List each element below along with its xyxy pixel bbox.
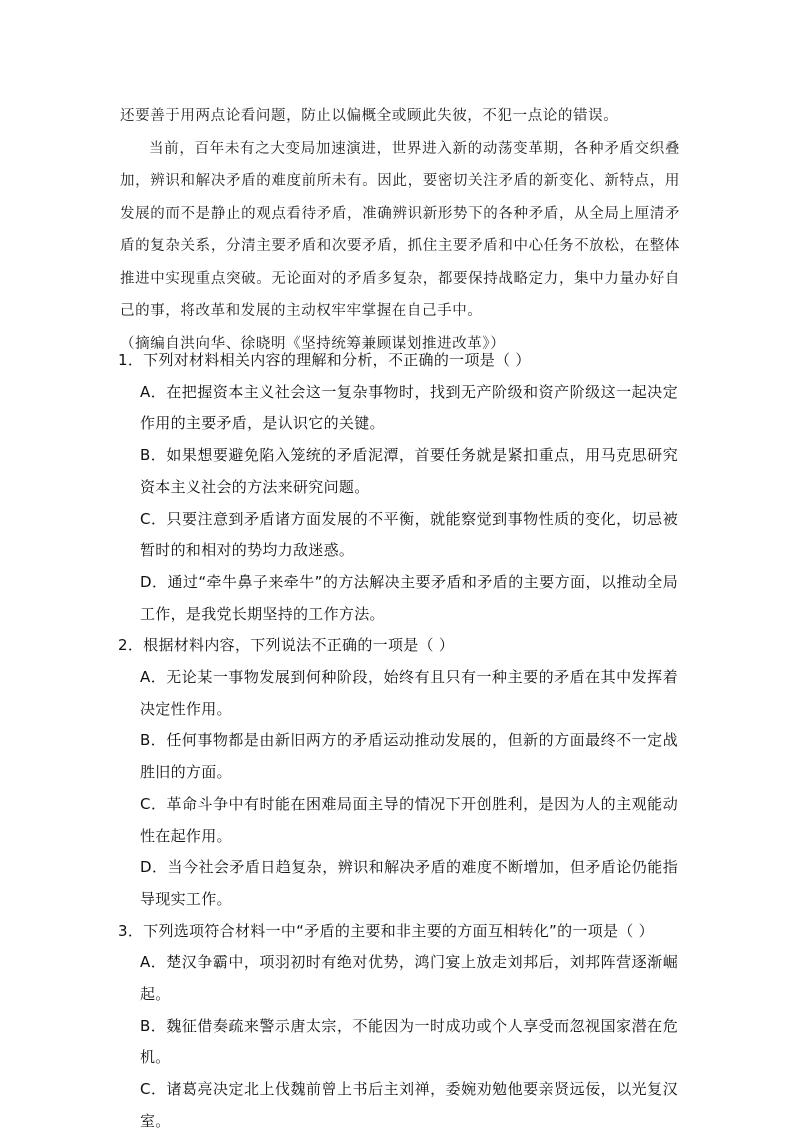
passage-paragraph: 还要善于用两点论看问题，防止以偏概全或顾此失彼，不犯一点论的错误。: [120, 108, 619, 124]
option-c: C．只要注意到矛盾诸方面发展的不平衡，就能察觉到事物性质的变化，切忌被暂时的和相对的势均力敌迷惑。: [140, 509, 678, 560]
question-stem: 2．根据材料内容，下列说法不正确的一项是（ ）: [118, 636, 455, 655]
option-a: A．无论某一事物发展到何种阶段，始终有且只有一种主要的矛盾在其中发挥着决定性作用。: [140, 668, 678, 718]
passage-source: （摘编自洪向华、徐晓明《坚持统筹兼顾谋划推进改革》）: [120, 335, 506, 352]
option-d: D．当今社会矛盾日趋复杂，辨识和解决矛盾的难度不断增加，但矛盾论仍能指导现实工作。: [140, 858, 678, 908]
option-b: B．任何事物都是由新旧两方的矛盾运动推动发展的，但新的方面最终不一定战胜旧的方面。: [140, 731, 678, 782]
option-a: A．在把握资本主义社会这一复杂事物时，找到无产阶级和资产阶级这一起决定作用的主要矛盾，是认识它的关键。: [140, 382, 678, 433]
passage-paragraph: 当前，百年未有之大变局加速演进，世界进入新的动荡变革期，各种矛盾交织叠加，辨识和解决矛盾的难度前所未有。因此，要密切关注矛盾的新变化、新特点，用发展的而不是静止的观点看待矛盾，准确辨识新形势下的各种矛盾，从全局上厘清矛盾的复杂关系，分清主要矛盾和次要矛盾，抓住主要矛盾和中心任务不放松，在整体推进中实现重点突破。无论面对的矛盾多复杂，都要保持战略定力，集中力量办好自己的事，将改革和发展的主动权牢牢掌握在自己手中。: [120, 140, 680, 319]
question-list: [118, 345, 678, 1138]
option-a: A．楚汉争霸中，项羽初时有绝对优势，鸿门宴上放走刘邦后，刘邦阵营逐渐崛起。: [140, 953, 678, 1004]
option-c: C．革命斗争中有时能在困难局面主导的情况下开创胜利，是因为人的主观能动性在起作用。: [140, 794, 678, 845]
option-c: C．诸葛亮决定北上伐魏前曾上书后主刘禅，委婉劝勉他要亲贤远佞，以光复汉室。: [140, 1080, 678, 1130]
option-d: D．通过“牵牛鼻子来牵牛”的方法解决主要矛盾和矛盾的主要方面，以推动全局工作，是我党长期坚持的工作方法。: [140, 572, 678, 623]
question-2: [118, 630, 678, 915]
question-stem: 3．下列选项符合材料一中“矛盾的主要和非主要的方面互相转化”的一项是（ ）: [118, 921, 654, 940]
question-3: [118, 916, 678, 1138]
option-b: B．魏征借奏疏来警示唐太宗，不能因为一时成功或个人享受而忽视国家潜在危机。: [140, 1016, 678, 1067]
question-stem: 1．下列对材料相关内容的理解和分析，不正确的一项是（ ）: [118, 351, 531, 369]
option-b: B．如果想要避免陷入笼统的矛盾泥潭，首要任务就是紧扣重点，用马克思研究资本主义社会的方法来研究问题。: [140, 446, 678, 496]
question-1: [118, 345, 678, 630]
reading-passage: [120, 100, 680, 360]
